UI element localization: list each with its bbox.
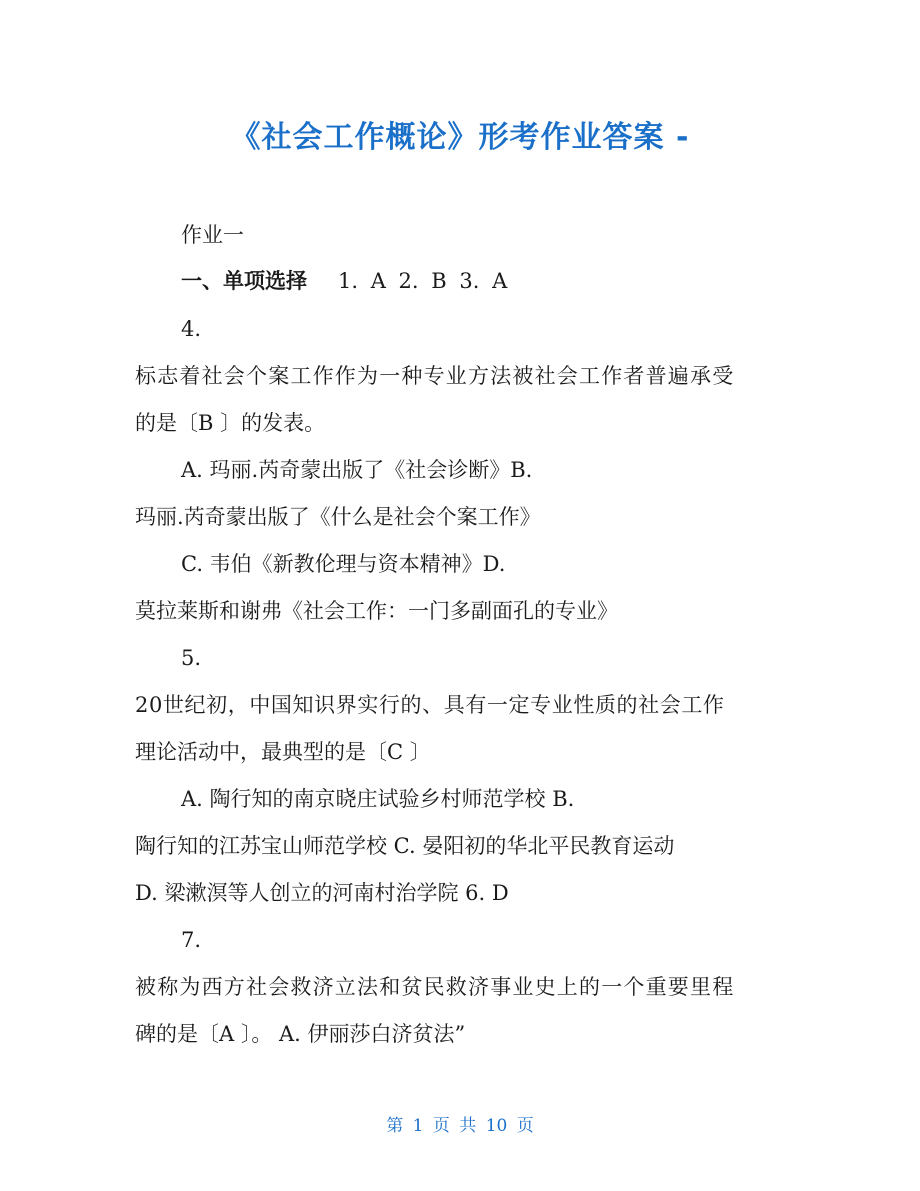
paragraph-line: 的是〔B 〕的发表。 bbox=[135, 411, 326, 435]
paragraph-line: 陶行知的江苏宝山师范学校 C. 晏阳初的华北平民教育运动 bbox=[135, 834, 675, 858]
paragraph-line: 作业一 bbox=[181, 223, 244, 247]
paragraph-line: 玛丽.芮奇蒙出版了《什么是社会个案工作》 bbox=[135, 505, 541, 529]
paragraph-line: C. 韦伯《新教伦理与资本精神》D. bbox=[181, 552, 506, 576]
paragraph-line: 4. bbox=[181, 317, 202, 341]
paragraph-line: 理论活动中，最典型的是〔C 〕 bbox=[135, 740, 431, 764]
paragraph-line: 莫拉莱斯和谢弗《社会工作：一门多副面孔的专业》 bbox=[135, 599, 618, 623]
paragraph-line: 被称为西方社会救济立法和贫民救济事业史上的一个重要里程 bbox=[135, 975, 735, 999]
paragraph-line: 7. bbox=[181, 928, 202, 952]
paragraph-line: 标志着社会个案工作作为一种专业方法被社会工作者普遍承受 bbox=[135, 364, 735, 388]
section-heading: 一、单项选择 bbox=[181, 269, 307, 293]
paragraph-line: 5. bbox=[181, 646, 202, 670]
paragraph-line: 20世纪初，中国知识界实行的、具有一定专业性质的社会工作 bbox=[135, 693, 725, 717]
paragraph-line: D. 梁漱溟等人创立的河南村治学院 6. D bbox=[135, 881, 509, 905]
paragraph-line: 碑的是〔A 〕。 A. 伊丽莎白济贫法” bbox=[135, 1022, 466, 1046]
paragraph-line: 1. A 2. B 3. A bbox=[338, 269, 508, 293]
paragraph-line: A. 玛丽.芮奇蒙出版了《社会诊断》B. bbox=[181, 458, 533, 482]
paragraph-line: A. 陶行知的南京晓庄试验乡村师范学校 B. bbox=[181, 787, 575, 811]
document-title: 《社会工作概论》形考作业答案 - bbox=[230, 120, 690, 155]
page-footer: 第 1 页 共 10 页 bbox=[386, 1116, 534, 1136]
